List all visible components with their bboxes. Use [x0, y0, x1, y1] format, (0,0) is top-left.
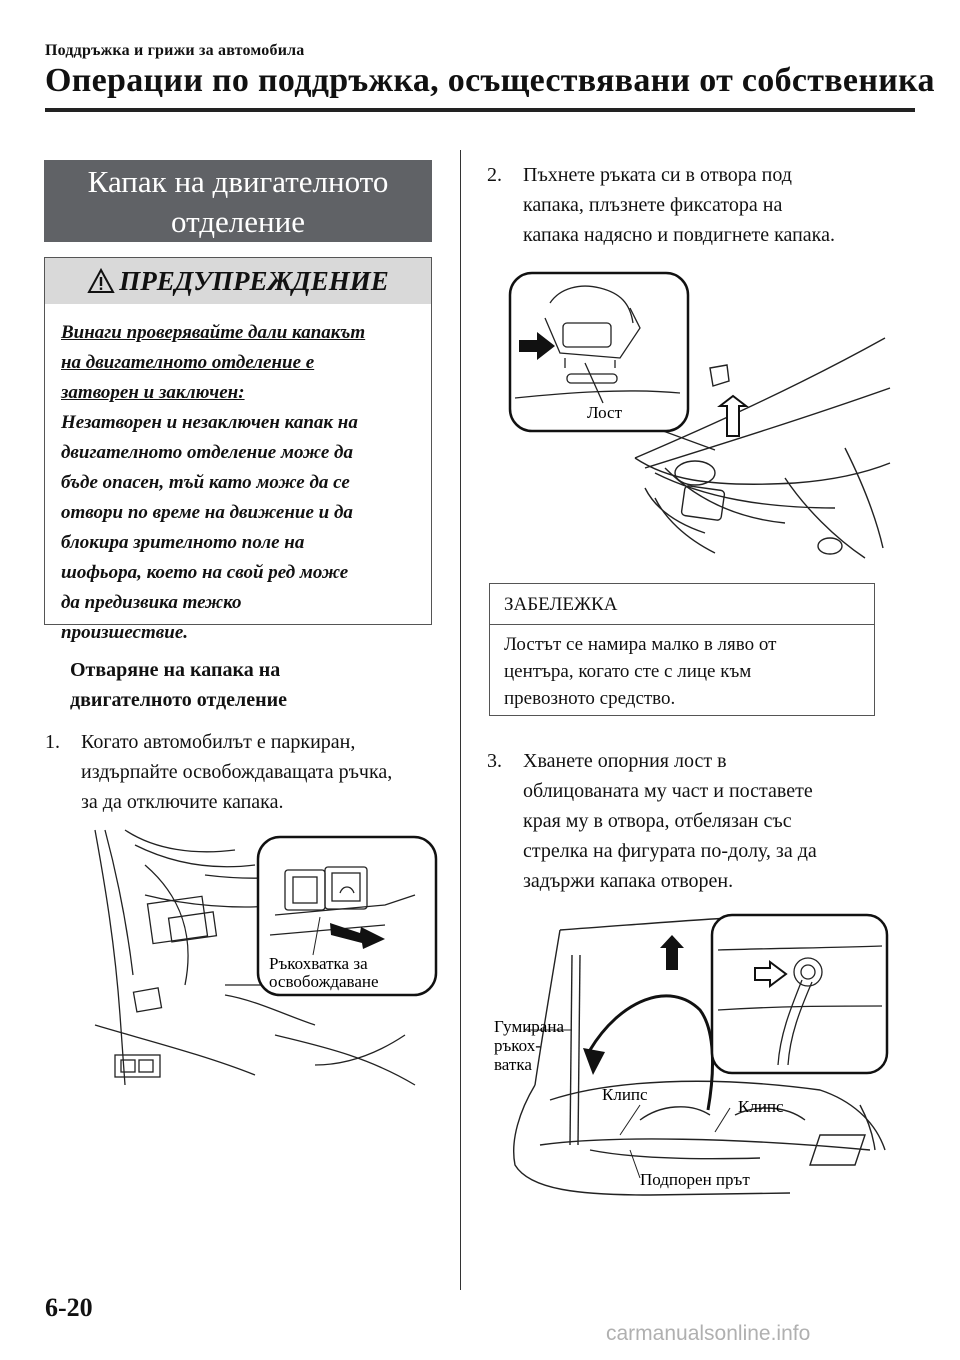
step-line: капака надясно и повдигнете капака. [523, 224, 835, 246]
step-text [81, 727, 392, 817]
grip-label-line1: Гумирана [494, 1017, 565, 1036]
release-handle-label-line2: освобождаване [269, 972, 379, 991]
note-line: превозното средство. [504, 688, 676, 709]
clip-label-left: Клипс [602, 1085, 648, 1104]
step-number: 1. [45, 731, 60, 753]
note-line: центъра, когато сте с лице към [504, 661, 752, 682]
page-title: Операции по поддръжка, осъществявани от собственика [45, 62, 935, 99]
watermark: carmanualsonline.info [606, 1322, 811, 1345]
step-line: задържи капака отворен. [523, 870, 734, 892]
warning-body-line: блокира зрителното поле на [61, 532, 305, 553]
hood-release-figure [85, 825, 445, 1095]
topic-title-box [44, 160, 432, 242]
step-line: Пъхнете ръката си в отвора под [523, 164, 792, 186]
step-line: за да отключите капака. [81, 791, 284, 813]
step-1 [45, 727, 445, 827]
warning-heading: ПРЕДУПРЕЖДЕНИЕ [119, 266, 389, 296]
note-text [504, 631, 864, 712]
procedure-heading-line: двигателното отделение [70, 689, 288, 711]
warning-body-line: Незатворен и незаключен капак на [61, 412, 358, 433]
step-number: 3. [487, 750, 502, 772]
warning-lead-line: затворен и заключен: [61, 382, 245, 403]
warning-body-line: бъде опасен, тъй като може да се [61, 472, 350, 493]
warning-triangle-icon [87, 268, 115, 294]
step-text [523, 746, 817, 896]
section-header: Поддръжка и грижи за автомобила [45, 42, 305, 59]
warning-text [61, 318, 417, 648]
warning-body-line: отвори по време на движение и да [61, 502, 353, 523]
step-line: стрелка на фигурата по-долу, за да [523, 840, 817, 862]
grip-label-line2: ръкох- [494, 1036, 541, 1055]
step-text [523, 160, 835, 250]
note-box [489, 583, 875, 716]
release-handle-label-line1: Ръкохватка за [269, 954, 368, 973]
step-line: облицованата му част и поставете [523, 780, 813, 802]
warning-body-line: двигателното отделение може да [61, 442, 353, 463]
support-rod-label: Подпорен прът [640, 1170, 750, 1189]
step-line: Хванете опорния лост в [523, 750, 727, 772]
warning-lead-line: Винаги проверявайте дали капакът [61, 322, 366, 343]
step-line: края му в отвора, отбелязан със [523, 810, 792, 832]
note-line: Лостът се намира малко в ляво от [504, 634, 777, 655]
lever-label: Лост [587, 403, 623, 422]
warning-lead-line: на двигателното отделение е [61, 352, 315, 373]
topic-title-line2: отделение [171, 204, 305, 239]
topic-title-line1: Капак на двигателното [87, 164, 389, 199]
header-rule [45, 108, 915, 112]
warning-box [44, 257, 432, 643]
procedure-heading [70, 655, 440, 715]
step-3 [487, 746, 907, 906]
support-rod-figure [490, 910, 895, 1200]
step-2 [487, 160, 907, 260]
page-number: 6-20 [45, 1293, 93, 1322]
step-line: Когато автомобилът е паркиран, [81, 731, 356, 753]
step-line: издърпайте освобождаващата ръчка, [81, 761, 393, 783]
grip-label-line3: ватка [494, 1055, 532, 1074]
clip-label-right: Клипс [738, 1097, 784, 1116]
step-number: 2. [487, 164, 502, 186]
hood-latch-figure [505, 268, 895, 568]
warning-body-line: да предизвика тежко [61, 592, 242, 613]
note-heading: ЗАБЕЛЕЖКА [490, 584, 874, 625]
step-line: капака, плъзнете фиксатора на [523, 194, 783, 216]
warning-body-line: шофьора, което на свой ред може [61, 562, 349, 583]
warning-header [45, 258, 431, 304]
procedure-heading-line: Отваряне на капака на [70, 659, 281, 681]
column-divider [460, 150, 461, 1290]
warning-body-line: произшествие. [61, 622, 189, 643]
